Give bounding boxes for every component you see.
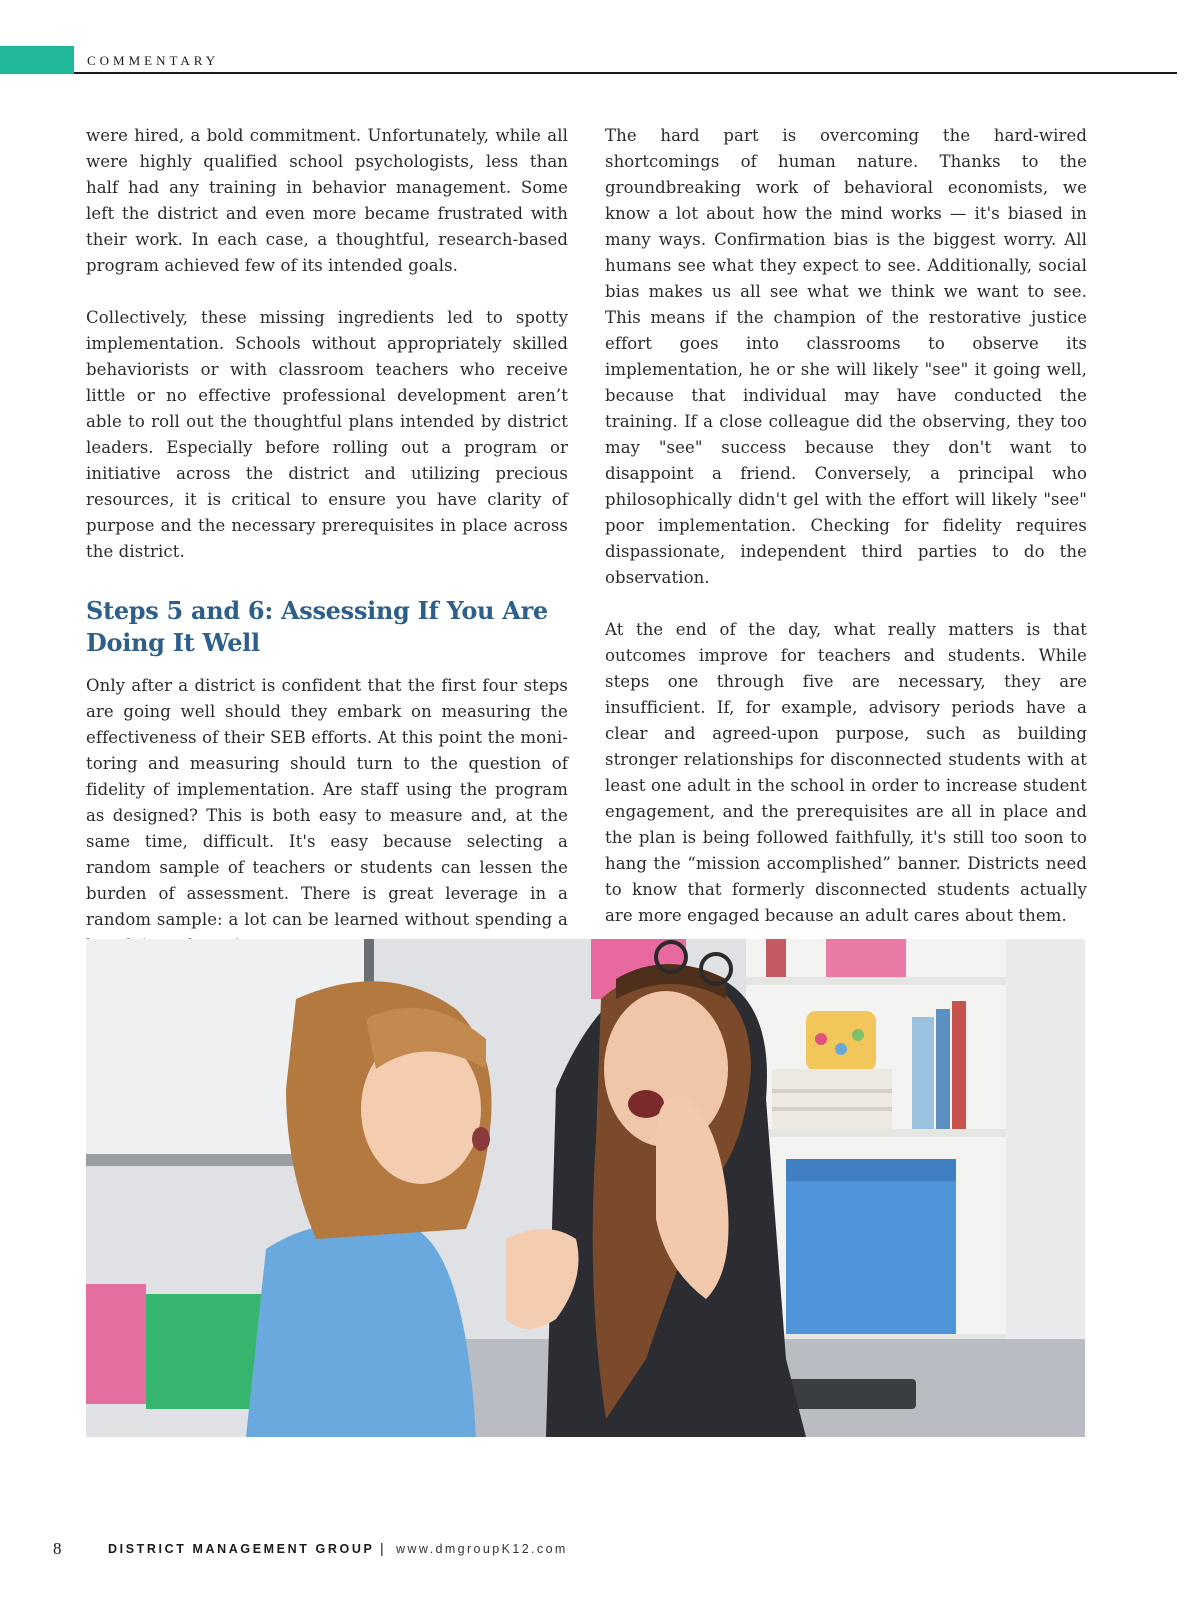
classroom-photo: [86, 939, 1085, 1437]
footer-url-link[interactable]: www.dmgroupK12.com: [396, 1542, 568, 1556]
footer-brand: DISTRICT MANAGEMENT GROUP: [108, 1542, 375, 1556]
left-paragraph-2: Collectively, these missing ingredients led to spotty implementation. Schools without appropriately skilled behaviorists or with classroom teachers who receive little or no effective professional development aren’t able to roll out the thoughtful plans intended by district leaders. Especially before rolling out a program or initiative across the district and utilizing precious resources, it is critical to ensure you have clarity of purpose and the necessary prerequisites in place across the district.: [86, 308, 568, 561]
footer-separator: |: [380, 1540, 384, 1556]
right-paragraph-1: The hard part is overcoming the hard-wired shortcomings of human nature. Thanks to the groundbreaking work of behavioral economists, we know a lot about how the mind works — it's biased in many ways. Confirmation bias is the biggest worry. All humans see what they expect to see. Additionally, social bias makes us all see what we think we want to see. This means if the champion of the restorative justice effort goes into classrooms to observe its implementation, he or she will likely "see" it going well, because that individual may have conducted the training. If a close colleague did the observing, they too may "see" success because they don't want to disappoint a friend. Conversely, a principal who philosophically didn't gel with the effort will likely "see" poor implementation. Checking for fidelity requires dispassionate, independent third parties to do the observation.: [605, 126, 1087, 587]
section-subheading: Steps 5 and 6: Assessing If You Are Doing It Well: [86, 596, 548, 657]
page-number: 8: [53, 1539, 62, 1558]
header-rule: [74, 72, 1177, 74]
left-column: [86, 123, 568, 959]
left-paragraph-1: were hired, a bold commitment. Unfortunately, while all were highly qualified school psychologists, less than half had any training in behavior management. Some left the district and even more became frustrated with their work. In each case, a thoughtful, research-based program achieved few of its intended goals.: [86, 126, 568, 275]
right-column: [605, 123, 1087, 929]
section-label: COMMENTARY: [87, 53, 220, 68]
page-footer: [0, 1539, 1200, 1563]
left-paragraph-3: Only after a district is confident that the first four steps are going well should they embark on measuring the effectiveness of their SEB efforts. At this point the moni-toring and measuring should turn to the question of fidelity of implementation. Are staff using the program as designed? This is both easy to measure and, at the same time, difficult. It's easy because selecting a random sample of teachers or students can lessen the burden of assessment. There is great leverage in a random sample: a lot can be learned without spending a: [86, 676, 568, 929]
right-paragraph-2: At the end of the day, what really matters is that outcomes improve for teachers and students. While steps one through five are necessary, they are insufficient. If, for example, advisory periods have a clear and agreed-upon purpose, such as building stronger relationships for disconnected students with at least one adult in the school in order to increase student engagement, and the prerequisites are all in place and the plan is being followed faithfully, it's still too soon to hang the “mission accomplished” banner. Districts need to know that formerly disconnected students actually are more engaged because an adult cares about them.: [605, 620, 1087, 925]
header-accent-bar: [0, 46, 74, 74]
